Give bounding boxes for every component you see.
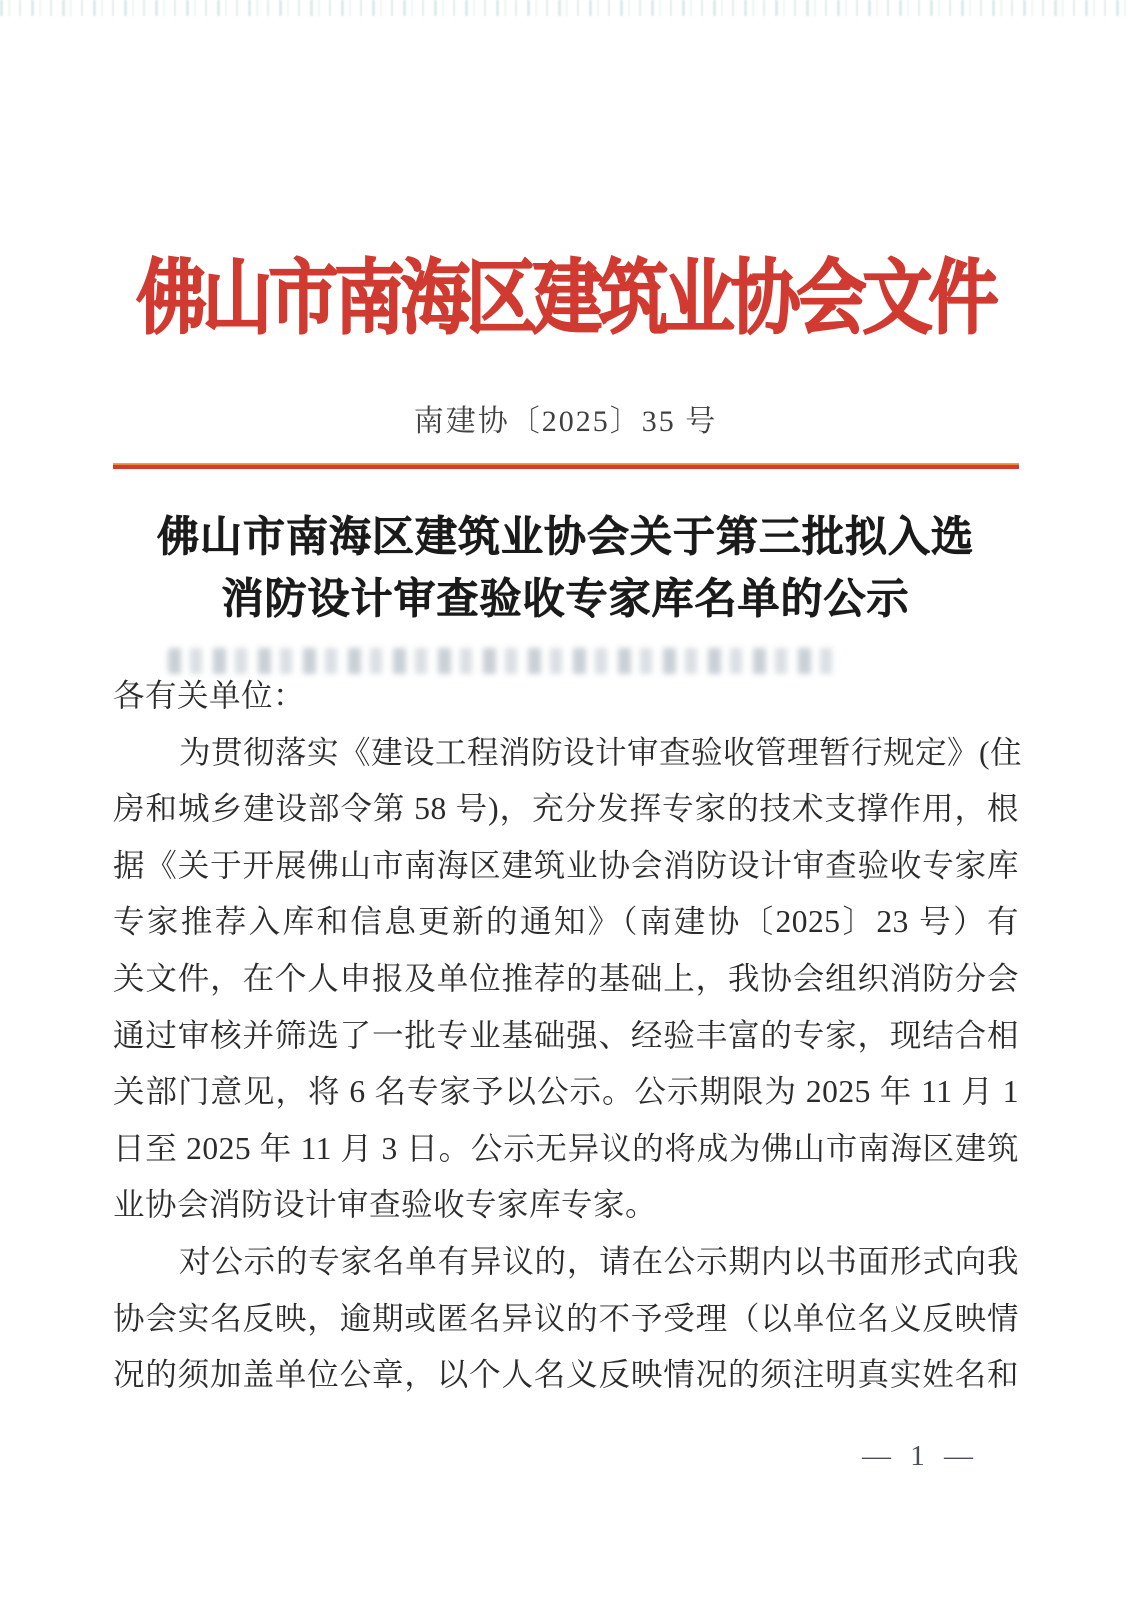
- body-line: 况的须加盖单位公章，以个人名义反映情况的须注明真实姓名和: [113, 1357, 1019, 1393]
- body-line: 为贯彻落实《建设工程消防设计审查验收管理暂行规定》(住: [179, 734, 1022, 770]
- salutation: 各有关单位：: [113, 678, 306, 713]
- body-line: 日至 2025 年 11 月 3 日。公示无异议的将成为佛山市南海区建筑: [113, 1130, 1019, 1166]
- document-title-line1: 佛山市南海区建筑业协会关于第三批拟入选: [156, 513, 974, 560]
- body-line: 房和城乡建设部令第 58 号)，充分发挥专家的技术支撑作用，根: [113, 791, 1019, 827]
- document-reference-number: 南建协〔2025〕35 号: [413, 405, 718, 438]
- page-number: — 1 —: [862, 1440, 979, 1472]
- body-line: 业协会消防设计审查验收专家库专家。: [113, 1187, 658, 1223]
- body-text: [113, 668, 1022, 1404]
- masthead-title: 佛山市南海区建筑业协会文件: [136, 252, 995, 344]
- body-line: 据《关于开展佛山市南海区建筑业协会消防设计审查验收专家库: [113, 847, 1019, 883]
- document-title-line2: 消防设计审查验收专家库名单的公示: [221, 575, 910, 622]
- scan-noise-artifact: [0, 0, 1131, 16]
- body-line: 专家推荐入库和信息更新的通知》（南建协〔2025〕23 号）有: [113, 904, 1019, 940]
- body-line: 协会实名反映，逾期或匿名异议的不予受理（以单位名义反映情: [113, 1300, 1019, 1336]
- body-line: 关文件，在个人申报及单位推荐的基础上，我协会组织消防分会: [113, 960, 1019, 996]
- document-title: [0, 506, 1131, 630]
- red-divider-rule: [113, 463, 1019, 469]
- body-line: 通过审核并筛选了一批专业基础强、经验丰富的专家，现结合相: [113, 1017, 1019, 1053]
- body-line: 关部门意见，将 6 名专家予以公示。公示期限为 2025 年 11 月 1: [113, 1074, 1019, 1110]
- body-line: 对公示的专家名单有异议的，请在公示期内以书面形式向我: [179, 1243, 1019, 1279]
